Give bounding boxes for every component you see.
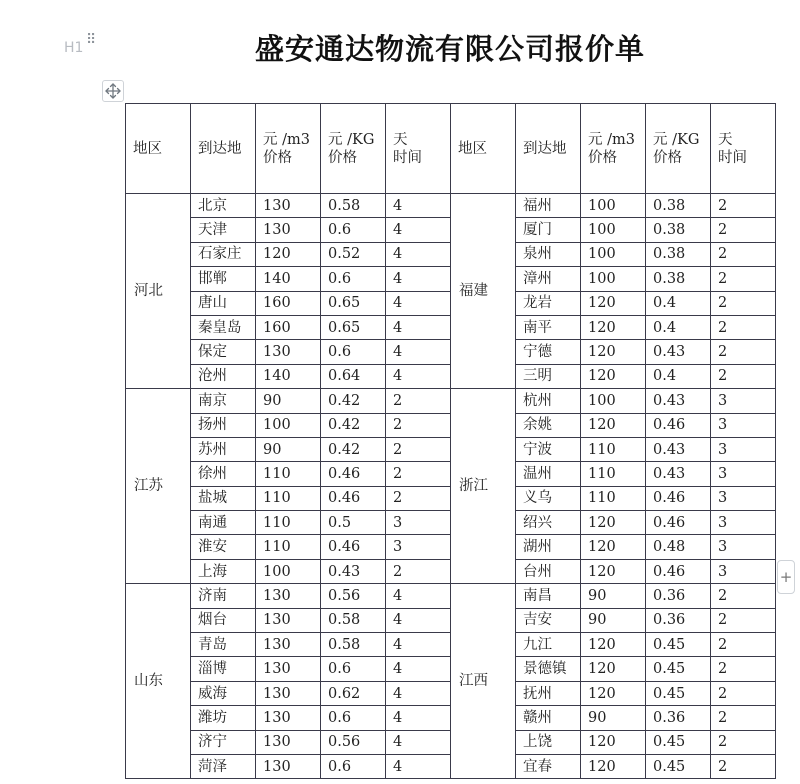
destination-cell[interactable]: 菏泽: [191, 754, 256, 778]
days-cell[interactable]: 4: [386, 315, 451, 339]
add-column-button[interactable]: +: [777, 560, 795, 594]
days-cell[interactable]: 3: [711, 437, 776, 461]
destination-cell[interactable]: 上海: [191, 559, 256, 583]
price-m3-cell[interactable]: 110: [256, 511, 321, 535]
destination-cell[interactable]: 威海: [191, 681, 256, 705]
price-m3-cell[interactable]: 130: [256, 194, 321, 218]
days-cell[interactable]: 2: [711, 340, 776, 364]
destination-cell[interactable]: 淮安: [191, 535, 256, 559]
price-m3-cell[interactable]: 160: [256, 291, 321, 315]
price-m3-cell[interactable]: 120: [581, 315, 646, 339]
price-m3-cell[interactable]: 120: [581, 340, 646, 364]
days-cell[interactable]: 2: [711, 754, 776, 778]
header-price-m3: 元 /m3 价格: [581, 104, 646, 194]
days-cell[interactable]: 2: [711, 194, 776, 218]
destination-cell[interactable]: 天津: [191, 218, 256, 242]
price-kg-cell[interactable]: 0.56: [321, 584, 386, 608]
price-m3-cell[interactable]: 140: [256, 267, 321, 291]
destination-cell[interactable]: 保定: [191, 340, 256, 364]
price-kg-cell[interactable]: 0.6: [321, 340, 386, 364]
price-kg-cell[interactable]: 0.36: [646, 608, 711, 632]
destination-cell[interactable]: 唐山: [191, 291, 256, 315]
destination-cell[interactable]: 石家庄: [191, 242, 256, 266]
price-kg-cell[interactable]: 0.4: [646, 315, 711, 339]
price-kg-cell[interactable]: 0.46: [646, 413, 711, 437]
days-cell[interactable]: 4: [386, 754, 451, 778]
destination-cell[interactable]: 抚州: [516, 681, 581, 705]
days-cell[interactable]: 3: [711, 511, 776, 535]
price-m3-cell[interactable]: 100: [256, 413, 321, 437]
days-cell[interactable]: 4: [386, 681, 451, 705]
destination-cell[interactable]: 淄博: [191, 657, 256, 681]
region-cell[interactable]: 江苏: [126, 389, 191, 584]
destination-cell[interactable]: 南平: [516, 315, 581, 339]
price-m3-cell[interactable]: 110: [256, 535, 321, 559]
price-kg-cell[interactable]: 0.46: [321, 462, 386, 486]
document-title[interactable]: 盛安通达物流有限公司报价单: [254, 32, 645, 66]
price-m3-cell[interactable]: 90: [581, 706, 646, 730]
destination-cell[interactable]: 南京: [191, 389, 256, 413]
destination-cell[interactable]: 上饶: [516, 730, 581, 754]
destination-cell[interactable]: 杭州: [516, 389, 581, 413]
price-m3-cell[interactable]: 120: [581, 559, 646, 583]
price-m3-cell[interactable]: 90: [256, 437, 321, 461]
price-m3-cell[interactable]: 140: [256, 364, 321, 388]
destination-cell[interactable]: 温州: [516, 462, 581, 486]
price-kg-cell[interactable]: 0.58: [321, 633, 386, 657]
header-region: 地区: [126, 104, 191, 194]
destination-cell[interactable]: 福州: [516, 194, 581, 218]
region-cell[interactable]: 浙江: [451, 389, 516, 584]
price-m3-cell[interactable]: 90: [256, 389, 321, 413]
price-kg-cell[interactable]: 0.42: [321, 413, 386, 437]
price-m3-cell[interactable]: 110: [581, 437, 646, 461]
days-cell[interactable]: 4: [386, 608, 451, 632]
price-kg-cell[interactable]: 0.46: [646, 511, 711, 535]
price-kg-cell[interactable]: 0.36: [646, 706, 711, 730]
price-m3-cell[interactable]: 100: [581, 242, 646, 266]
table-row: [126, 584, 776, 608]
price-m3-cell[interactable]: 110: [581, 462, 646, 486]
price-m3-cell[interactable]: 100: [581, 267, 646, 291]
price-kg-cell[interactable]: 0.43: [646, 389, 711, 413]
table-row: [126, 194, 776, 218]
price-m3-cell[interactable]: 120: [581, 511, 646, 535]
days-cell[interactable]: 4: [386, 584, 451, 608]
destination-cell[interactable]: 秦皇岛: [191, 315, 256, 339]
price-kg-cell[interactable]: 0.58: [321, 608, 386, 632]
price-kg-cell[interactable]: 0.43: [646, 462, 711, 486]
destination-cell[interactable]: 湖州: [516, 535, 581, 559]
price-m3-cell[interactable]: 90: [581, 608, 646, 632]
price-kg-cell[interactable]: 0.42: [321, 389, 386, 413]
region-cell[interactable]: 江西: [451, 584, 516, 779]
destination-cell[interactable]: 扬州: [191, 413, 256, 437]
price-m3-cell[interactable]: 160: [256, 315, 321, 339]
price-m3-cell[interactable]: 90: [581, 584, 646, 608]
days-cell[interactable]: 2: [711, 730, 776, 754]
days-cell[interactable]: 2: [386, 413, 451, 437]
price-m3-cell[interactable]: 120: [581, 681, 646, 705]
price-m3-cell[interactable]: 130: [256, 657, 321, 681]
price-m3-cell[interactable]: 130: [256, 633, 321, 657]
header-destination: 到达地: [191, 104, 256, 194]
price-kg-cell[interactable]: 0.45: [646, 657, 711, 681]
days-cell[interactable]: 4: [386, 194, 451, 218]
days-cell[interactable]: 4: [386, 267, 451, 291]
price-m3-cell[interactable]: 100: [256, 559, 321, 583]
days-cell[interactable]: 2: [711, 242, 776, 266]
days-cell[interactable]: 2: [386, 389, 451, 413]
days-cell[interactable]: 2: [711, 608, 776, 632]
price-kg-cell[interactable]: 0.4: [646, 291, 711, 315]
price-kg-cell[interactable]: 0.56: [321, 730, 386, 754]
header-destination: 到达地: [516, 104, 581, 194]
days-cell[interactable]: 2: [711, 291, 776, 315]
price-m3-cell[interactable]: 100: [581, 218, 646, 242]
destination-cell[interactable]: 绍兴: [516, 511, 581, 535]
days-cell[interactable]: 4: [386, 218, 451, 242]
days-cell[interactable]: 4: [386, 340, 451, 364]
price-m3-cell[interactable]: 120: [581, 413, 646, 437]
days-cell[interactable]: 3: [711, 462, 776, 486]
destination-cell[interactable]: 北京: [191, 194, 256, 218]
price-m3-cell[interactable]: 130: [256, 218, 321, 242]
destination-cell[interactable]: 苏州: [191, 437, 256, 461]
price-kg-cell[interactable]: 0.36: [646, 584, 711, 608]
days-cell[interactable]: 2: [711, 706, 776, 730]
price-kg-cell[interactable]: 0.46: [321, 535, 386, 559]
price-m3-cell[interactable]: 120: [581, 633, 646, 657]
price-kg-cell[interactable]: 0.46: [321, 486, 386, 510]
price-m3-cell[interactable]: 130: [256, 754, 321, 778]
price-m3-cell[interactable]: 120: [581, 535, 646, 559]
days-cell[interactable]: 2: [386, 559, 451, 583]
header-price-m3: 元 /m3 价格: [256, 104, 321, 194]
destination-cell[interactable]: 九江: [516, 633, 581, 657]
price-kg-cell[interactable]: 0.45: [646, 681, 711, 705]
destination-cell[interactable]: 宁德: [516, 340, 581, 364]
price-kg-cell[interactable]: 0.38: [646, 218, 711, 242]
price-m3-cell[interactable]: 130: [256, 706, 321, 730]
destination-cell[interactable]: 南昌: [516, 584, 581, 608]
price-kg-cell[interactable]: 0.45: [646, 754, 711, 778]
days-cell[interactable]: 2: [711, 657, 776, 681]
days-cell[interactable]: 4: [386, 657, 451, 681]
days-cell[interactable]: 2: [711, 315, 776, 339]
destination-cell[interactable]: 宜春: [516, 754, 581, 778]
price-m3-cell[interactable]: 120: [581, 730, 646, 754]
days-cell[interactable]: 3: [711, 389, 776, 413]
price-kg-cell[interactable]: 0.6: [321, 218, 386, 242]
price-m3-cell[interactable]: 120: [581, 754, 646, 778]
days-cell[interactable]: 2: [386, 486, 451, 510]
price-kg-cell[interactable]: 0.6: [321, 706, 386, 730]
price-kg-cell[interactable]: 0.6: [321, 657, 386, 681]
days-cell[interactable]: 2: [711, 584, 776, 608]
days-cell[interactable]: 4: [386, 633, 451, 657]
destination-cell[interactable]: 厦门: [516, 218, 581, 242]
price-kg-cell[interactable]: 0.46: [646, 559, 711, 583]
price-kg-cell[interactable]: 0.42: [321, 437, 386, 461]
days-cell[interactable]: 4: [386, 364, 451, 388]
price-m3-cell[interactable]: 120: [581, 291, 646, 315]
price-kg-cell[interactable]: 0.58: [321, 194, 386, 218]
days-cell[interactable]: 2: [386, 437, 451, 461]
price-m3-cell[interactable]: 130: [256, 681, 321, 705]
destination-cell[interactable]: 台州: [516, 559, 581, 583]
price-kg-cell[interactable]: 0.46: [646, 486, 711, 510]
days-cell[interactable]: 2: [711, 267, 776, 291]
price-m3-cell[interactable]: 130: [256, 584, 321, 608]
price-kg-cell[interactable]: 0.43: [646, 340, 711, 364]
destination-cell[interactable]: 徐州: [191, 462, 256, 486]
days-cell[interactable]: 2: [711, 218, 776, 242]
destination-cell[interactable]: 邯郸: [191, 267, 256, 291]
price-m3-cell[interactable]: 100: [581, 194, 646, 218]
header-price-kg: 元 /KG 价格: [646, 104, 711, 194]
destination-cell[interactable]: 景德镇: [516, 657, 581, 681]
days-cell[interactable]: 2: [711, 364, 776, 388]
destination-cell[interactable]: 赣州: [516, 706, 581, 730]
destination-cell[interactable]: 三明: [516, 364, 581, 388]
table-row: [126, 389, 776, 413]
price-kg-cell[interactable]: 0.65: [321, 291, 386, 315]
price-kg-cell[interactable]: 0.6: [321, 267, 386, 291]
destination-cell[interactable]: 泉州: [516, 242, 581, 266]
destination-cell[interactable]: 漳州: [516, 267, 581, 291]
destination-cell[interactable]: 龙岩: [516, 291, 581, 315]
move-arrows-icon: [103, 81, 123, 101]
region-cell[interactable]: 福建: [451, 194, 516, 389]
price-kg-cell[interactable]: 0.52: [321, 242, 386, 266]
table-header-row: [126, 104, 776, 194]
price-m3-cell[interactable]: 120: [581, 657, 646, 681]
price-kg-cell[interactable]: 0.62: [321, 681, 386, 705]
header-days: 天 时间: [386, 104, 451, 194]
price-kg-cell[interactable]: 0.38: [646, 267, 711, 291]
price-m3-cell[interactable]: 100: [581, 389, 646, 413]
price-kg-cell[interactable]: 0.43: [646, 437, 711, 461]
price-kg-cell[interactable]: 0.38: [646, 194, 711, 218]
days-cell[interactable]: 3: [386, 535, 451, 559]
destination-cell[interactable]: 青岛: [191, 633, 256, 657]
destination-cell[interactable]: 吉安: [516, 608, 581, 632]
price-m3-cell[interactable]: 120: [581, 364, 646, 388]
price-m3-cell[interactable]: 110: [256, 486, 321, 510]
days-cell[interactable]: 2: [711, 681, 776, 705]
destination-cell[interactable]: 南通: [191, 511, 256, 535]
drag-handle-icon[interactable]: ⠿: [86, 32, 94, 48]
destination-cell[interactable]: 宁波: [516, 437, 581, 461]
days-cell[interactable]: 2: [711, 633, 776, 657]
price-m3-cell[interactable]: 130: [256, 730, 321, 754]
header-days: 天 时间: [711, 104, 776, 194]
price-m3-cell[interactable]: 130: [256, 340, 321, 364]
heading-type-marker: H1: [64, 40, 84, 56]
price-m3-cell[interactable]: 120: [256, 242, 321, 266]
destination-cell[interactable]: 沧州: [191, 364, 256, 388]
days-cell[interactable]: 3: [711, 535, 776, 559]
price-m3-cell[interactable]: 110: [256, 462, 321, 486]
days-cell[interactable]: 3: [711, 413, 776, 437]
header-region: 地区: [451, 104, 516, 194]
price-kg-cell[interactable]: 0.48: [646, 535, 711, 559]
price-kg-cell[interactable]: 0.65: [321, 315, 386, 339]
price-table: [125, 103, 776, 779]
destination-cell[interactable]: 济宁: [191, 730, 256, 754]
days-cell[interactable]: 3: [386, 511, 451, 535]
days-cell[interactable]: 4: [386, 706, 451, 730]
price-kg-cell[interactable]: 0.45: [646, 633, 711, 657]
days-cell[interactable]: 3: [711, 559, 776, 583]
price-kg-cell[interactable]: 0.45: [646, 730, 711, 754]
destination-cell[interactable]: 余姚: [516, 413, 581, 437]
price-kg-cell[interactable]: 0.38: [646, 242, 711, 266]
table-move-handle[interactable]: [102, 80, 124, 102]
header-price-kg: 元 /KG 价格: [321, 104, 386, 194]
region-cell[interactable]: 河北: [126, 194, 191, 389]
price-kg-cell[interactable]: 0.43: [321, 559, 386, 583]
price-kg-cell[interactable]: 0.64: [321, 364, 386, 388]
days-cell[interactable]: 3: [711, 486, 776, 510]
price-kg-cell[interactable]: 0.6: [321, 754, 386, 778]
price-m3-cell[interactable]: 110: [581, 486, 646, 510]
destination-cell[interactable]: 义乌: [516, 486, 581, 510]
days-cell[interactable]: 2: [386, 462, 451, 486]
price-m3-cell[interactable]: 130: [256, 608, 321, 632]
price-kg-cell[interactable]: 0.4: [646, 364, 711, 388]
price-kg-cell[interactable]: 0.5: [321, 511, 386, 535]
region-cell[interactable]: 山东: [126, 584, 191, 779]
destination-cell[interactable]: 盐城: [191, 486, 256, 510]
destination-cell[interactable]: 烟台: [191, 608, 256, 632]
days-cell[interactable]: 4: [386, 730, 451, 754]
days-cell[interactable]: 4: [386, 291, 451, 315]
days-cell[interactable]: 4: [386, 242, 451, 266]
destination-cell[interactable]: 潍坊: [191, 706, 256, 730]
destination-cell[interactable]: 济南: [191, 584, 256, 608]
